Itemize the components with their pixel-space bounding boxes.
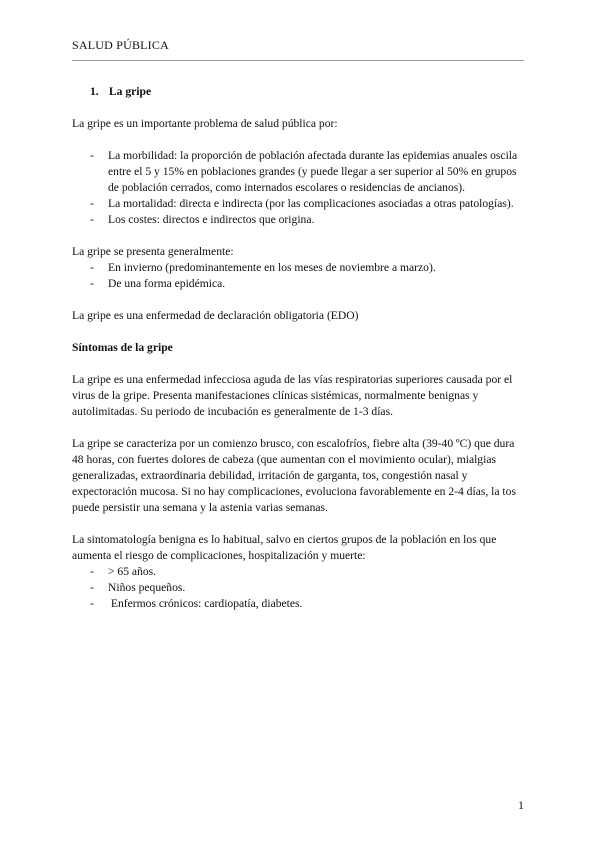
section-number: 1. — [90, 85, 99, 98]
section-title: La gripe — [108, 85, 152, 98]
edo-paragraph: La gripe es una enfermedad de declaración obligatoria (EDO) — [72, 309, 359, 322]
list-dash: - — [90, 581, 94, 594]
list-dash: - — [90, 565, 94, 578]
list-dash: - — [90, 597, 94, 610]
header-rule — [72, 60, 524, 61]
list-dash: - — [90, 213, 94, 226]
list-dash: - — [90, 197, 94, 210]
symptoms-heading: Síntomas de la gripe — [72, 341, 173, 354]
list-item: - Enfermos crónicos: cardiopatía, diabetes. — [90, 597, 303, 610]
list-item: - Niños pequeños. — [90, 581, 186, 594]
list-item: - La morbilidad: la proporción de población afectada durante las epidemias anuales oscila entre el 5 y 15% en poblaciones grandes (y puede llegar a ser superior al 50% en grupos de población cerrados, como internados escolares o residencias de ancianos). — [90, 149, 518, 194]
symptoms-paragraph-1: La gripe es una enfermedad infecciosa aguda de las vías respiratorias superiores causada por el virus de la gripe. Presenta manifestaciones clínicas sistémicas, normalmente benignas y autolimitadas. Su periodo de incubación es generalmente de 1-3 días. — [72, 373, 513, 418]
list-item: - > 65 años. — [90, 565, 157, 578]
symptoms-paragraph-2: La gripe se caracteriza por un comienzo brusco, con escalofríos, fiebre alta (39-40 ºC) que dura 48 horas, con fuertes dolores de cabeza (que aumentan con el movimiento ocular), mialgias generalizadas, extraordinaria debilidad, irritación de garganta, tos, congestión nasal y expectoración mucosa. Si no hay complicaciones, evoluciona favorablemente en 2-4 días, la tos puede persistir una semana y la astenia varias semanas. — [72, 437, 516, 514]
list-item: - De una forma epidémica. — [90, 277, 226, 290]
header-title: SALUD PÚBLICA — [72, 38, 169, 52]
section-heading — [72, 84, 524, 100]
symptoms-paragraph-3: La sintomatología benigna es lo habitual, salvo en ciertos grupos de la población en los que aumenta el riesgo de complicaciones, hospitalización y muerte: — [72, 533, 497, 562]
page-number: 1 — [518, 798, 524, 812]
presentation-list — [72, 260, 524, 292]
intro-paragraph: La gripe es un importante problema de salud pública por: — [72, 117, 338, 130]
list-item: - Los costes: directos e indirectos que origina. — [90, 213, 315, 226]
list-item: - En invierno (predominantemente en los meses de noviembre a marzo). — [90, 261, 436, 274]
list-dash: - — [90, 149, 94, 162]
list-item: - La mortalidad: directa e indirecta (por las complicaciones asociadas a otras patologías). — [90, 197, 514, 210]
list-dash: - — [90, 277, 94, 290]
reasons-list — [72, 148, 524, 228]
list-dash: - — [90, 261, 94, 274]
risk-groups-list — [72, 564, 524, 612]
presentation-intro: La gripe se presenta generalmente: — [72, 245, 234, 258]
page-body — [72, 84, 524, 612]
